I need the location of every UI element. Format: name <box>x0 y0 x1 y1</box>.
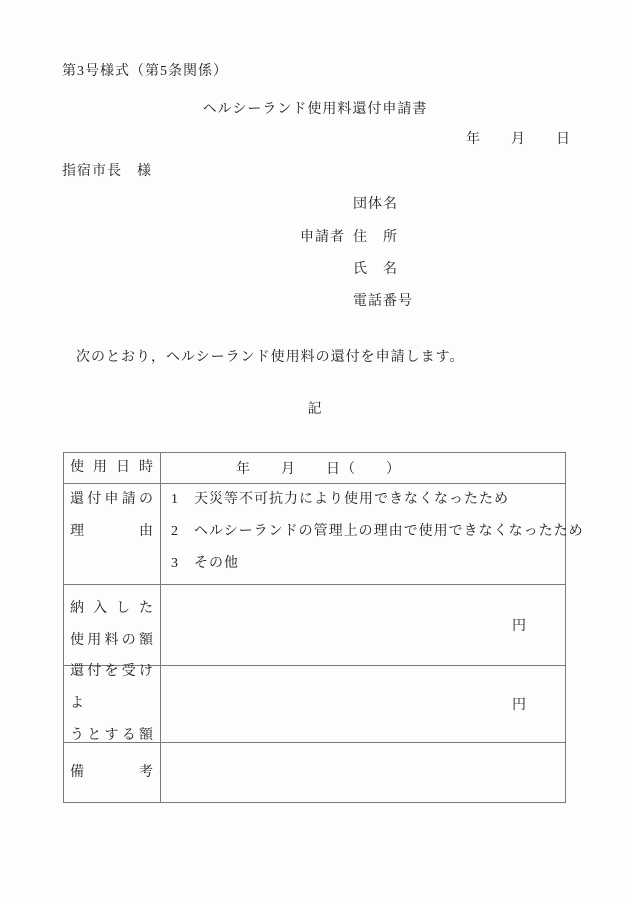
paid-fee-label-cell <box>64 585 161 665</box>
applicant-group-name-label: 団体名 <box>353 197 398 212</box>
yen-unit-label: 円 <box>512 698 527 713</box>
page-title: ヘルシーランド使用料還付申請書 <box>202 102 428 117</box>
applicant-address-label: 住 所 <box>353 230 398 245</box>
refund-amount-label-line2: うとする額 <box>70 728 154 743</box>
refund-amount-cell <box>161 666 565 742</box>
applicant-prefix: 申請者 <box>300 230 345 245</box>
refund-reason-option-2: 2 ヘルシーランドの管理上の理由で使用できなくなったため <box>171 524 584 539</box>
usage-datetime-value-cell: 年 月 日（ ） <box>236 462 401 477</box>
table-row-usage-datetime <box>64 453 565 483</box>
refund-amount-label-line1: 還付を受けよ <box>70 664 154 711</box>
usage-datetime-label-cell <box>64 453 161 483</box>
remarks-label-cell <box>64 743 161 802</box>
date-line: 年 月 日 <box>466 132 571 147</box>
paid-fee-label-line1: 納入した <box>70 601 154 616</box>
refund-reason-options-cell <box>161 484 584 584</box>
usage-datetime-label: 使用日時 <box>70 460 154 475</box>
table-row-remarks <box>64 742 565 802</box>
yen-unit-label: 円 <box>512 619 527 634</box>
table-row-refund-reason <box>64 483 584 584</box>
remarks-label: 備 考 <box>70 764 154 780</box>
applicant-phone-label: 電話番号 <box>353 294 413 309</box>
ki-marker: 記 <box>307 402 323 417</box>
paid-fee-amount-cell <box>161 585 565 665</box>
remarks-value-cell <box>161 743 565 802</box>
body-text: 次のとおり，ヘルシーランド使用料の還付を申請します。 <box>76 350 465 365</box>
application-table <box>63 452 584 803</box>
refund-amount-label-cell <box>64 666 161 742</box>
refund-reason-label-line1: 還付申請の <box>70 492 154 507</box>
applicant-name-label: 氏 名 <box>353 262 398 277</box>
refund-reason-label-line2: 理 由 <box>70 524 154 539</box>
paid-fee-label-line2: 使用料の額 <box>70 633 154 648</box>
addressee: 指宿市長 様 <box>62 164 152 179</box>
table-row-refund-requested-amount <box>64 665 565 742</box>
refund-reason-option-3: 3 その他 <box>171 556 239 571</box>
refund-reason-label-cell <box>64 484 161 584</box>
refund-reason-option-1: 1 天災等不可抗力により使用できなくなったため <box>171 492 509 507</box>
form-number: 第3号様式（第5条関係） <box>62 64 228 79</box>
table-row-paid-fee-amount <box>64 584 565 665</box>
